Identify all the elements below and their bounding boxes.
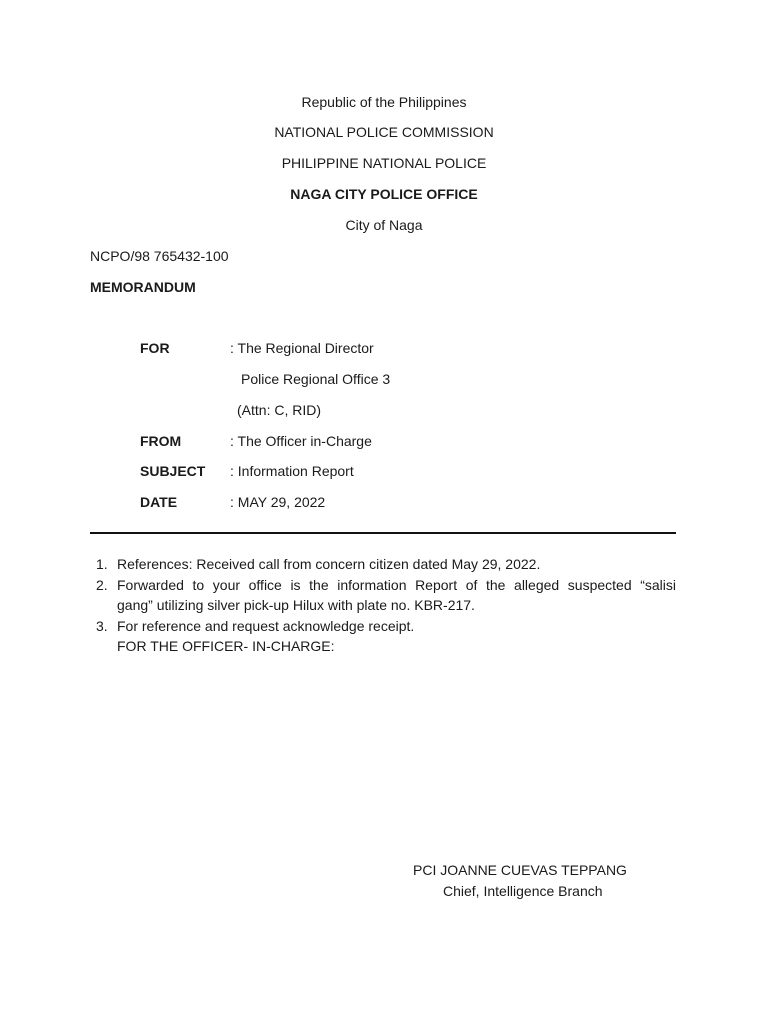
item-1-text: References: Received call from concern citizen dated May 29, 2022.	[117, 556, 541, 572]
signatory-title: Chief, Intelligence Branch	[443, 883, 603, 899]
memorandum-heading: MEMORANDUM	[90, 279, 196, 295]
for-line3: (Attn: C, RID)	[237, 402, 322, 418]
for-label: FOR	[140, 340, 170, 356]
for-line2: Police Regional Office 3	[241, 371, 391, 387]
header-office: NAGA CITY POLICE OFFICE	[290, 186, 478, 202]
header-city: City of Naga	[345, 217, 423, 233]
header-napolcom: NATIONAL POLICE COMMISSION	[274, 124, 494, 140]
item-2-number: 2.	[96, 577, 108, 593]
item-2-text-line1: Forwarded to your office is the information Report of the alleged suspected “salisi	[117, 577, 676, 593]
item-1-number: 1.	[96, 556, 108, 572]
from-label: FROM	[140, 433, 182, 449]
subject-value: : Information Report	[230, 463, 354, 479]
signatory-name: PCI JOANNE CUEVAS TEPPANG	[413, 862, 627, 878]
date-label: DATE	[140, 494, 178, 510]
closing-line: FOR THE OFFICER- IN-CHARGE:	[117, 638, 335, 654]
for-value: : The Regional Director	[230, 340, 374, 356]
date-value: : MAY 29, 2022	[230, 494, 326, 510]
header-pnp: PHILIPPINE NATIONAL POLICE	[281, 155, 487, 171]
item-3-number: 3.	[96, 618, 108, 634]
divider-line	[90, 532, 676, 534]
subject-label: SUBJECT	[140, 463, 206, 479]
item-2-text-line2: gang” utilizing silver pick-up Hilux with plate no. KBR-217.	[117, 597, 475, 613]
from-value: : The Officer in-Charge	[230, 433, 372, 449]
item-3-text: For reference and request acknowledge receipt.	[117, 618, 415, 634]
header-republic: Republic of the Philippines	[301, 94, 467, 110]
reference-number: NCPO/98 765432-100	[90, 248, 229, 264]
